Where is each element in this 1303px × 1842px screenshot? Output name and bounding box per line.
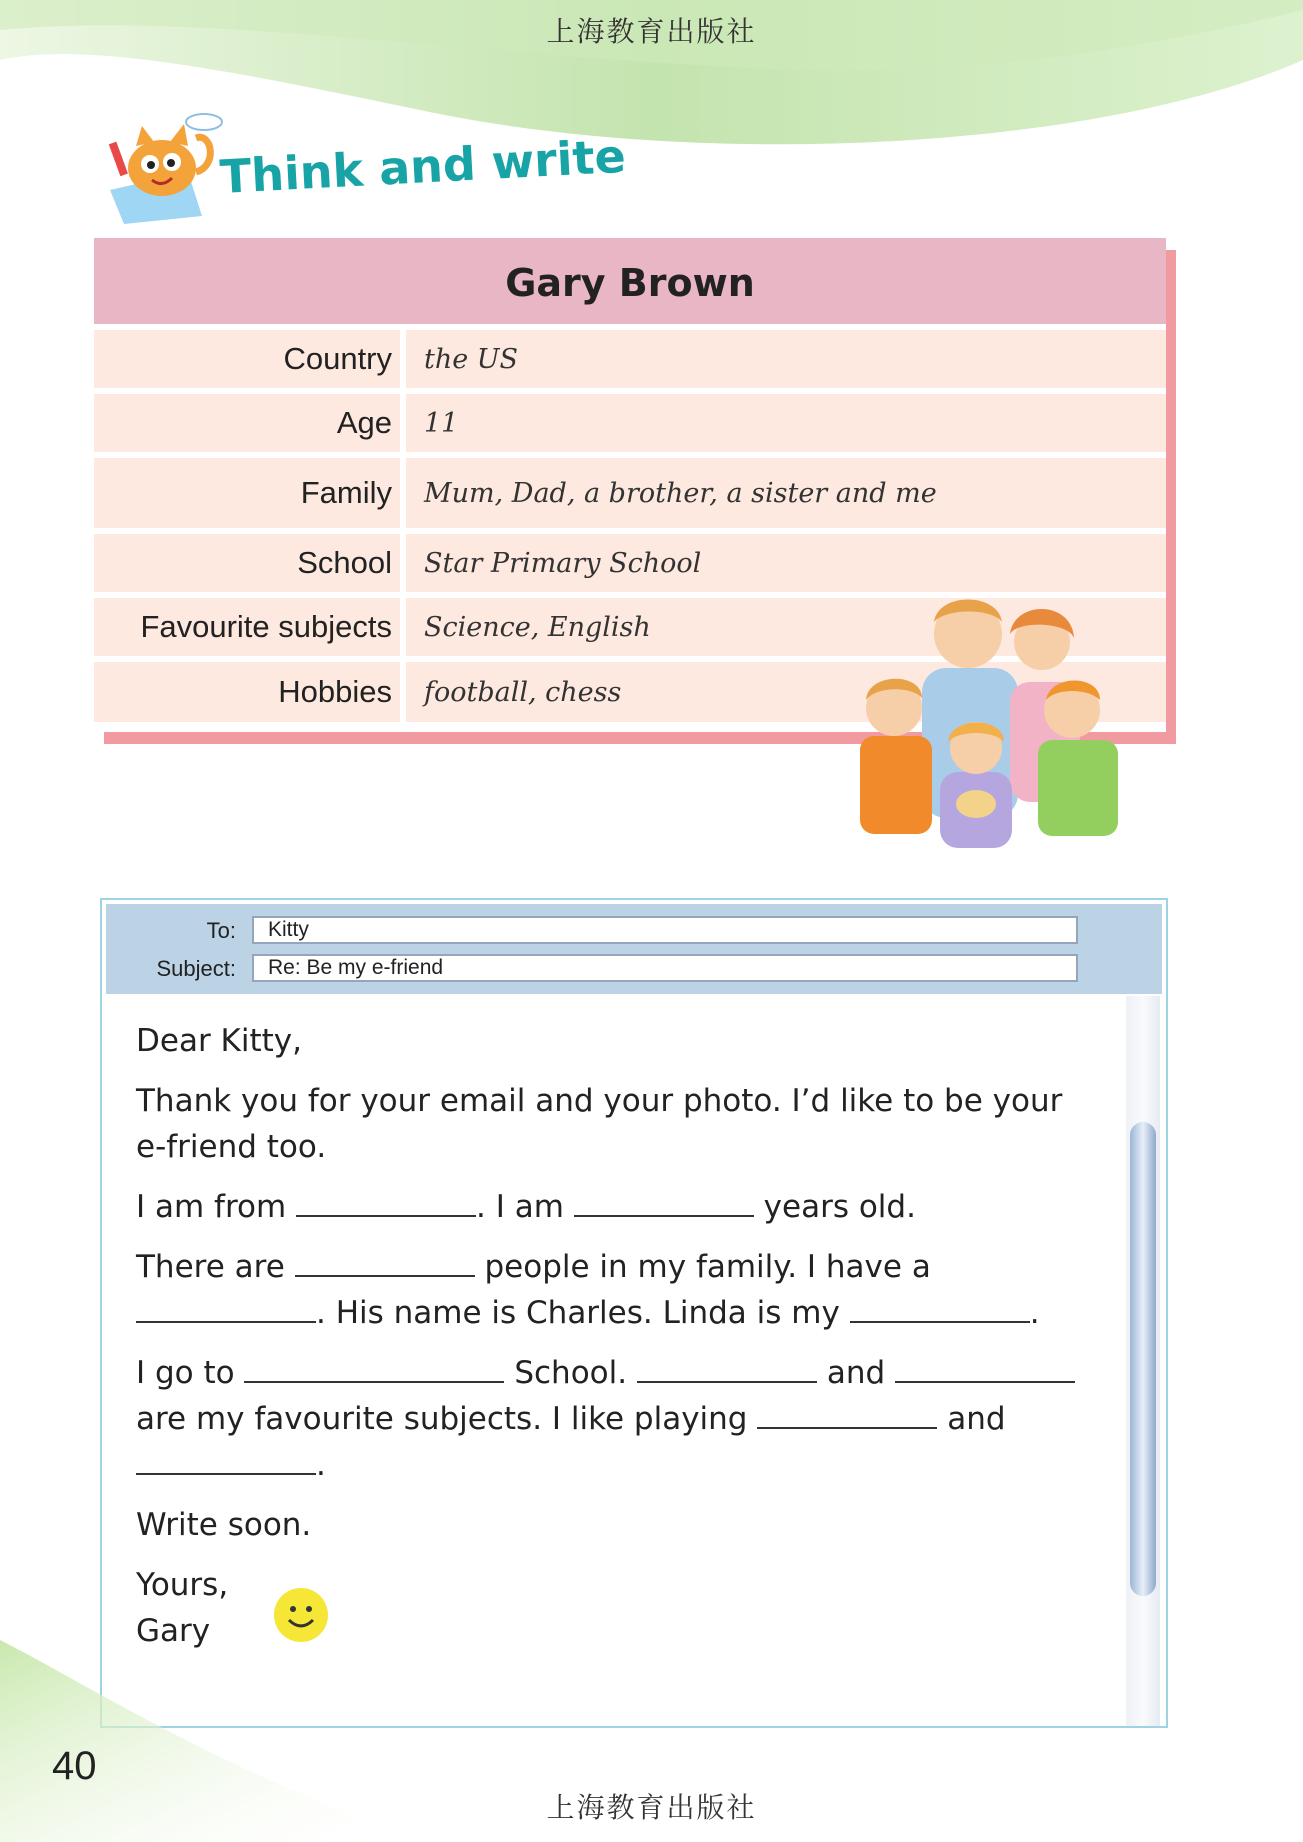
blank-hobby-1[interactable] [757,1397,937,1429]
page-number: 40 [52,1744,97,1788]
blank-subject-2[interactable] [895,1351,1075,1383]
signature: Gary [136,1613,211,1649]
subject-label: Subject: [156,956,236,981]
row-value: Mum, Dad, a brother, a sister and me [424,477,937,509]
row-value: Star Primary School [424,547,702,579]
closing: Write soon. [136,1507,312,1543]
paragraph-family [136,1244,1096,1336]
row-divider [400,662,406,722]
scrollbar-thumb[interactable] [1130,1122,1156,1596]
text-segment: I am from [136,1189,297,1225]
profile-row [94,330,1166,388]
text-segment: years old. [753,1189,916,1225]
row-value: football, chess [424,676,622,708]
text-segment: people in my family. I have a [474,1249,931,1285]
text-segment: and [816,1355,895,1391]
paragraph-intro: Thank you for your email and your photo. I’d like to be your e-friend too. [136,1083,1063,1165]
text-segment: . [1029,1295,1040,1331]
blank-hobby-2[interactable] [136,1443,316,1475]
blank-family-count[interactable] [295,1245,475,1277]
row-divider [400,330,406,388]
row-divider [400,534,406,592]
blank-sibling-1[interactable] [136,1291,316,1323]
text-segment: There are [136,1249,295,1285]
profile-row [94,394,1166,452]
row-label: Age [336,405,392,440]
to-label: To: [206,918,236,943]
publisher-footer: 上海教育出版社 [546,1791,757,1824]
blank-school[interactable] [244,1351,504,1383]
cat-mascot-icon [100,112,230,230]
text-segment: School. [504,1355,637,1391]
paragraph-country-age [136,1184,1096,1230]
blank-sibling-2[interactable] [850,1291,1030,1323]
row-label: Country [283,341,392,376]
row-value: 11 [424,407,459,439]
text-segment: . [316,1447,326,1483]
text-segment: are my favourite subjects. I like playing [136,1401,758,1437]
family-illustration [842,572,1142,856]
text-segment: . His name is Charles. Linda is my [316,1295,850,1331]
email-header [106,904,1162,994]
text-segment: I go to [136,1355,245,1391]
greeting: Dear Kitty, [136,1023,302,1059]
row-divider [400,458,406,528]
publisher-header: 上海教育出版社 [546,15,757,48]
profile-row [94,458,1166,528]
row-label: School [297,545,392,580]
profile-name: Gary Brown [94,238,1166,324]
signoff: Yours, [136,1567,229,1603]
section-title: Think and write [218,128,627,204]
email-body [136,1018,1096,1654]
row-value: the US [424,343,519,375]
row-label: Favourite subjects [140,609,392,644]
row-label: Family [300,475,392,510]
to-field[interactable]: Kitty [252,916,1078,944]
row-value: Science, English [424,611,651,643]
row-divider [400,598,406,656]
text-segment: . I am [476,1189,574,1225]
row-label: Hobbies [278,674,392,709]
paragraph-school [136,1350,1096,1488]
blank-subject-1[interactable] [637,1351,817,1383]
section-heading [100,112,700,232]
text-segment: and [937,1401,1006,1437]
subject-field[interactable]: Re: Be my e-friend [252,954,1078,982]
row-divider [400,394,406,452]
blank-country[interactable] [296,1185,476,1217]
blank-age[interactable] [574,1185,754,1217]
